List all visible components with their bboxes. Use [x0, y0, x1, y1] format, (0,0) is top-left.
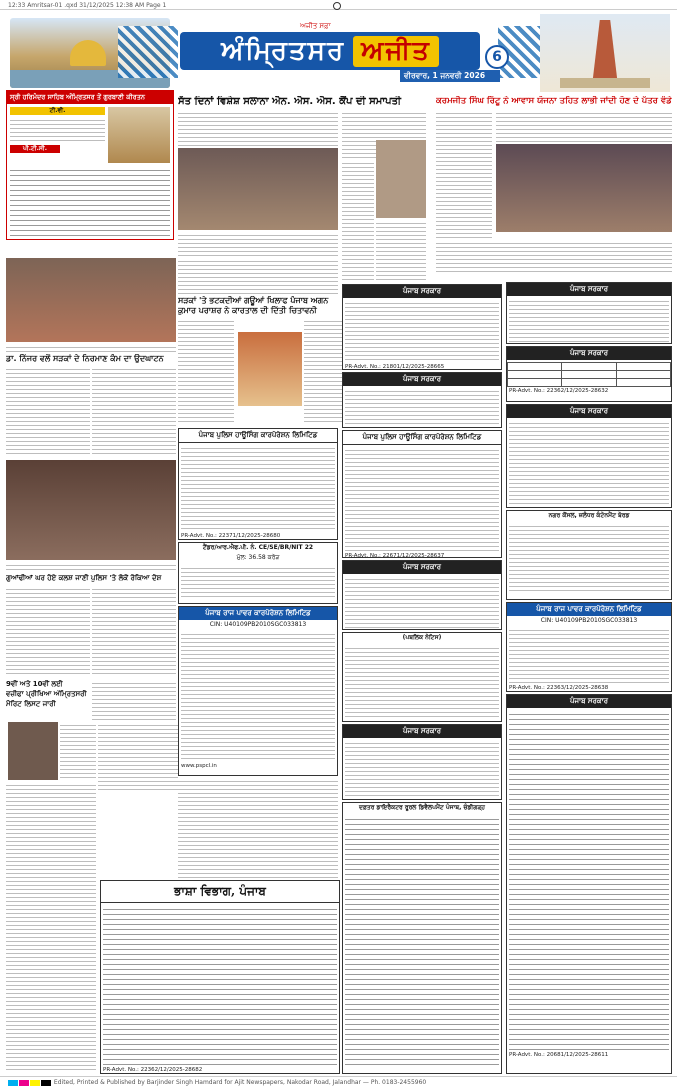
kirtan-schedule-text: [10, 166, 170, 240]
pspcl-notice-center: [178, 606, 338, 776]
punjab-govt-notice-right-2-title: ਪੰਜਾਬ ਸਰਕਾਰ: [507, 347, 671, 360]
scholarship-article-text-3: [6, 782, 96, 1072]
harmandir-thumbnail: [108, 107, 170, 163]
decorative-pattern-left: [118, 26, 178, 78]
yellow-swatch: [30, 1080, 40, 1086]
neighbours-article-text-2: [92, 586, 176, 676]
punjab-govt-notice-1-title: ਪੰਜਾਬ ਸਰਕਾਰ: [343, 285, 501, 298]
headline-cows: ਸੜਕਾਂ 'ਤੇ ਭਟਕਦੀਆਂ ਗਊਆਂ ਖਿਲਾਫ ਪੰਜਾਬ ਅਗਨ: [178, 296, 329, 305]
nagar-council-notice: [506, 510, 672, 600]
rural-dev-notice: [342, 802, 502, 1074]
bhasha-vibhag-notice: [100, 880, 340, 1074]
nss-caption: [178, 232, 338, 256]
awas-article-text-1: [436, 110, 492, 240]
headline-neighbours: ਗੁਆਂਢੀਆਂ ਘਰ ਹੋਏ ਕਲਸ਼ ਜਾਣੀ ਪੁਲਿਸ 'ਤੇ ਲੋਕੋਂ ਰੋਕਿਆ ਦੋਸ਼: [6, 574, 162, 582]
masthead-label: ਅਜੀਤ ਸਫ਼ਾ: [300, 22, 331, 30]
kirtan-box-sub: ਟੀ.ਵੀ.: [10, 107, 105, 115]
punjab-govt-notice-3: [342, 560, 502, 630]
public-notice-text: [345, 645, 499, 717]
tender-label: ਟੈਂਡਰ/ਆਰ.ਐਫ.ਪੀ. ਨੰ. CE/SE/BR/NIT 22: [202, 544, 314, 551]
advt-number-5: PR-Advt. No.: 20681/12/2025-28611: [509, 1052, 609, 1058]
masthead-title-right: ਅਜੀਤ: [353, 36, 439, 67]
bhasha-vibhag-title: ਭਾਸ਼ਾ ਵਿਭਾਗ, ਪੰਜਾਬ: [101, 881, 339, 903]
punjab-govt-notice-right-1-title: ਪੰਜਾਬ ਸਰਕਾਰ: [507, 283, 671, 296]
public-notice: [342, 632, 502, 722]
nss-article-text: [178, 110, 338, 146]
inauguration-caption: [6, 344, 176, 354]
awas-caption: [436, 240, 672, 274]
scholarship-article-text-1: [92, 680, 176, 720]
pspcl-text-center: [181, 631, 335, 761]
rural-dev-title: ਦਫ਼ਤਰ ਡਾਇਰੈਕਟਰ ਰੂਰਲ ਡਿਵੈਲਪਮੈਂਟ ਪੰਜਾਬ, ਚੰਡੀਗੜ੍ਹ: [359, 804, 485, 811]
headline-nijjar-roads: ਡਾ. ਨਿੱਜਰ ਵਲੋਂ ਸੜਕਾਂ ਦੇ ਨਿਰਮਾਣ ਕੰਮ ਦਾ ਉਦਘਾਟਨ: [6, 354, 164, 363]
monument-photo: [540, 14, 670, 92]
footer-text: Edited, Printed & Published by Barjinder Singh Hamdard for Ajit Newspapers, Nakodar Road, Jalandhar — Ph. 0183-2455960: [53, 1079, 427, 1086]
punjab-govt-notice-right-3-title: ਪੰਜਾਬ ਸਰਕਾਰ: [507, 405, 671, 418]
notice-table: [507, 362, 671, 387]
tender-amount: ਮੁੱਲ: 36.58 ਕਰੋੜ: [236, 554, 280, 561]
pspcl-text-right: [509, 627, 669, 683]
punjab-govt-notice-2-title: ਪੰਜਾਬ ਸਰਕਾਰ: [343, 373, 501, 386]
masthead-title-left: ਅੰਮ੍ਰਿਤਸਰ: [221, 35, 346, 66]
nss-article-text-3: [342, 160, 374, 280]
punjab-govt-notice-2: [342, 372, 502, 428]
headline-scholarship-2: ਵਜ਼ੀਫਾ ਪ੍ਰੀਖਿਆ ਅੰਮ੍ਰਿਤਸਰੀ: [6, 690, 87, 698]
cow-intro-text: [178, 258, 338, 294]
pspcl-title-center: ਪੰਜਾਬ ਰਾਜ ਪਾਵਰ ਕਾਰਪੋਰੇਸ਼ਨ ਲਿਮਿਟਿਡ: [179, 607, 337, 620]
police-housing-title-center: ਪੰਜਾਬ ਪੁਲਿਸ ਹਾਊਸਿੰਗ ਕਾਰਪੋਰੇਸ਼ਨ ਲਿਮਿਟਿਡ: [343, 431, 501, 445]
nss-group-photo: [178, 148, 338, 230]
police-housing-text: [181, 445, 335, 531]
advt-number-2: PR-Advt. No.: 22671/12/2025-28637: [345, 553, 445, 558]
punjab-govt-notice-4-text: [345, 740, 499, 798]
police-housing-text-center: [345, 447, 499, 551]
tender-text: [181, 565, 335, 599]
headline-cows-2: ਕੁਮਾਰ ਪਰਾਸ਼ਰ ਨੇ ਕਾਰਤਾਲ ਦੀ ਦਿੱਤੀ ਚਿਤਾਵਨੀ: [178, 306, 317, 315]
punjab-govt-notice-1-text: [345, 300, 499, 362]
bhasha-vibhag-text: [103, 905, 337, 1065]
pspcl-cin-center: CIN: U40109PB2010SGC033813: [209, 621, 307, 628]
ptc-tag: ਪੀ.ਟੀ.ਸੀ.: [10, 145, 60, 153]
awas-article-text-2: [496, 110, 672, 142]
headline-scholarship: 9ਵੀਂ ਅਤੇ 10ਵੀਂ ਲਈ: [6, 680, 63, 688]
headline-nss-camp: ਸੱਤ ਦਿਨਾਂ ਵਿਸ਼ੇਸ਼ ਸਲਾਨਾ ਐਨ. ਐਸ. ਐਸ. ਕੈਂਪ ਦੀ ਸਮਾਪਤੀ: [178, 96, 402, 107]
police-housing-title: ਪੰਜਾਬ ਪੁਲਿਸ ਹਾਊਸਿੰਗ ਕਾਰਪੋਰੇਸ਼ਨ ਲਿਮਿਟਿਡ: [179, 429, 337, 443]
seized-goods-caption: [6, 562, 176, 572]
black-swatch: [41, 1080, 51, 1086]
scholarship-article-text-2: [60, 722, 96, 780]
advt-number-1: PR-Advt. No.: 21801/12/2025-28665: [345, 364, 445, 370]
punjab-govt-notice-4-title: ਪੰਜਾਬ ਸਰਕਾਰ: [343, 725, 501, 738]
punjab-govt-notice-right-1-text: [509, 298, 669, 342]
kirtan-box-title: ਸ੍ਰੀ ਹਰਿਮੰਦਰ ਸਾਹਿਬ ਅੰਮ੍ਰਿਤਸਰ ਤੋਂ ਗੁਰਬਾਣੀ ਕੀਰਤਨ: [7, 91, 173, 104]
punjab-govt-notice-right-4: [506, 694, 672, 1074]
pspcl-cin-right: CIN: U40109PB2010SGC033813: [540, 617, 638, 624]
headline-scholarship-3: ਮੈਰਿਟ ਲਿਸਟ ਜਾਰੀ: [6, 700, 56, 708]
police-housing-notice-center: [342, 430, 502, 558]
nijjar-article-text-2: [92, 366, 176, 456]
awas-letters-photo: [496, 144, 672, 232]
nijjar-article-text-1: [6, 366, 90, 456]
advt-number-6: PR-Advt. No.: 22371/12/2025-28680: [181, 533, 281, 539]
tender-notice: [178, 542, 338, 604]
nss-article-text-4: [376, 220, 426, 280]
punjab-govt-notice-right-3: [506, 404, 672, 508]
punjab-govt-notice-4: [342, 724, 502, 800]
punjab-govt-notice-right-4-text: [509, 710, 669, 1050]
punjab-govt-notice-right-4-title: ਪੰਜਾਬ ਸਰਕਾਰ: [507, 695, 671, 708]
official-portrait: [8, 722, 58, 780]
center-misc-text: [178, 778, 338, 878]
punjab-govt-notice-right-1: [506, 282, 672, 344]
masthead-title: [180, 32, 480, 70]
pspcl-notice-right: [506, 602, 672, 692]
parashar-portrait: [238, 332, 302, 406]
dateline: ਵੀਰਵਾਰ, 1 ਜਨਵਰੀ 2026: [400, 70, 500, 82]
cyan-swatch: [8, 1080, 18, 1086]
kirtan-text: [10, 117, 105, 143]
nss-portrait-photo: [376, 140, 426, 218]
page-number: 6: [485, 45, 509, 69]
public-notice-title: (ਪਬਲਿਕ ਨੋਟਿਸ): [402, 634, 442, 641]
cows-article-text-1: [178, 318, 234, 424]
punjab-govt-notice-3-title: ਪੰਜਾਬ ਸਰਕਾਰ: [343, 561, 501, 574]
punjab-govt-notice-3-text: [345, 576, 499, 628]
nagar-council-text: [509, 523, 669, 593]
pspcl-title-right: ਪੰਜਾਬ ਰਾਜ ਪਾਵਰ ਕਾਰਪੋਰੇਸ਼ਨ ਲਿਮਿਟਿਡ: [507, 603, 671, 616]
kirtan-box: [6, 90, 174, 240]
advt-number-4: PR-Advt. No.: 22363/12/2025-28638: [509, 685, 609, 691]
rural-dev-text: [345, 815, 499, 1065]
registration-mark-icon: [333, 2, 341, 10]
magenta-swatch: [19, 1080, 29, 1086]
pspcl-website: www.pspcl.in: [181, 763, 217, 769]
seized-goods-photo: [6, 460, 176, 560]
punjab-govt-notice-2-text: [345, 388, 499, 426]
footer-imprint: [0, 1076, 677, 1089]
punjab-govt-notice-right-2: [506, 346, 672, 402]
police-housing-notice: [178, 428, 338, 540]
inauguration-photo: [6, 258, 176, 342]
neighbours-article-text-1: [6, 586, 90, 676]
nagar-council-title: ਨਗਰ ਕੌਂਸਲ, ਜ਼ਲੰਧਰ ਕੰਟੋਨਮੈਂਟ ਬੋਰਡ: [548, 512, 630, 519]
print-slug: 12:33 Amritsar-01 .qxd 31/12/2025 12:38 AM Page 1: [0, 0, 677, 10]
punjab-govt-notice-right-3-text: [509, 420, 669, 506]
punjab-govt-notice-1: [342, 284, 502, 370]
headline-awas-yojna: ਕਰਮਜੀਤ ਸਿੰਘ ਰਿੰਟੂ ਨੇ ਆਵਾਸ ਯੋਜਨਾ ਤਹਿਤ ਲਾਭੀ ਜਾਂਦੀ ਹੋਣ ਦੇ ਪੱਤਰ ਵੰਡੇ: [436, 96, 672, 106]
advt-number-3: PR-Advt. No.: 22362/12/2025-28632: [509, 388, 609, 394]
advt-number-7: PR-Advt. No.: 22362/12/2025-28682: [103, 1067, 203, 1073]
scholarship-article-text-4: [98, 722, 178, 792]
